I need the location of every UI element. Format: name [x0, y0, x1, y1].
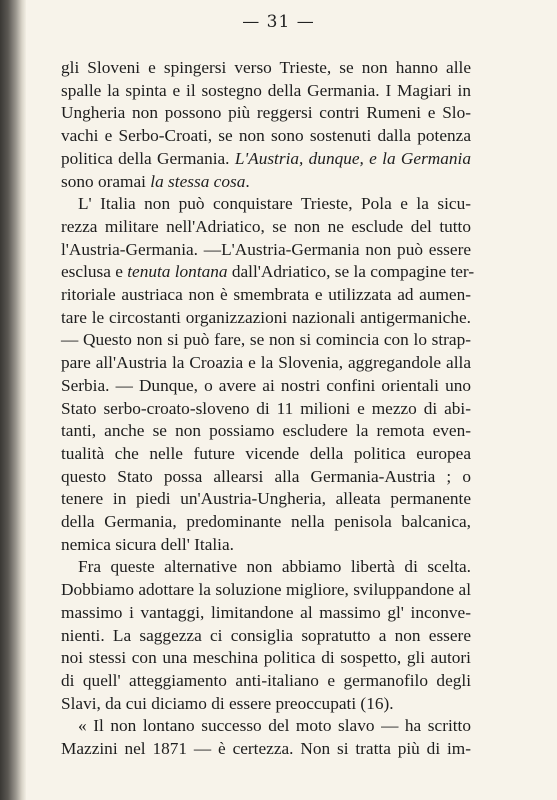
book-spine-shadow — [0, 0, 26, 800]
page-number: — 31 — — [242, 12, 315, 32]
text-line: — Questo non si può fare, se non si comincia con lo strap- — [61, 330, 471, 350]
text-line: di quell' atteggiamento anti-italiano e germanofilo degli — [61, 670, 471, 690]
text-line: nienti. La saggezza ci consiglia sopratutto a non essere — [61, 625, 471, 645]
paragraph-1 — [61, 57, 471, 193]
text-line: Serbia. — Dunque, o avere ai nostri confini orientali uno — [61, 375, 471, 395]
text-line: gli Sloveni e spingersi verso Trieste, se non hanno alle — [61, 58, 471, 77]
text-line: Mazzini nel 1871 — è certezza. Non si tratta più di im- — [61, 739, 471, 759]
text-line: Fra queste alternative non abbiamo libertà di scelta. — [78, 557, 471, 577]
text-line: della Germania, predominante nella penisola balcanica, — [61, 512, 471, 532]
text-line: noi stessi con una meschina politica di sospetto, gli autori — [61, 648, 471, 668]
paragraph-4 — [61, 715, 471, 760]
body-text — [61, 57, 475, 761]
text-line: Slavi, da cui diciamo di essere preoccupati (16). — [61, 693, 394, 713]
text-line: vachi e Serbo-Croati, se non sono sostenuti dalla potenza — [61, 126, 471, 146]
text-line-italic-mix: politica della Germania. L'Austria, dunque, e la Germania — [61, 148, 472, 168]
text-line: « Il non lontano successo del moto slavo — ha scritto — [78, 716, 471, 736]
text-line: ritoriale austriaca non è smembrata e utilizzata ad aumen- — [61, 285, 471, 305]
text-line: l'Austria-Germania. —L'Austria-Germania non può essere — [61, 239, 471, 259]
text-line: tenere in piedi un'Austria-Ungheria, alleata permanente — [61, 489, 471, 509]
text-line-italic-mix: esclusa e tenuta lontana dall'Adriatico, se la compagine ter- — [61, 262, 475, 282]
text-line: questo Stato possa allearsi alla Germania-Austria ; o — [61, 466, 471, 486]
text-line: pare all'Austria la Croazia e la Slovenia, aggregandole alla — [61, 353, 471, 373]
text-line: Ungheria non possono più reggersi contri Rumeni e Slo- — [61, 103, 471, 123]
text-line: L' Italia non può conquistare Trieste, Pola e la sicu- — [78, 194, 471, 214]
text-line: spalle la spinta e il sostegno della Germania. I Magiari in — [61, 80, 471, 100]
text-line: tualità che nelle future vicende della politica europea — [61, 443, 471, 463]
text-line: tanti, anche se non possiamo escludere la remota even- — [61, 421, 471, 441]
text-line: nemica sicura dell' Italia. — [61, 534, 234, 554]
text-line: Dobbiamo adottare la soluzione migliore, sviluppandone al — [61, 580, 471, 600]
text-line: massimo i vantaggi, limitandone al massimo gl' inconve- — [61, 602, 471, 622]
text-line-italic-mix: sono oramai la stessa cosa. — [61, 171, 250, 191]
paragraph-2 — [61, 193, 475, 556]
paragraph-3 — [61, 556, 471, 715]
text-line: tare le circostanti organizzazioni nazionali antigermaniche. — [61, 307, 471, 327]
text-line: Stato serbo-croato-sloveno di 11 milioni e mezzo di abi- — [61, 398, 471, 418]
text-line: rezza militare nell'Adriatico, se non ne esclude del tutto — [61, 216, 471, 236]
